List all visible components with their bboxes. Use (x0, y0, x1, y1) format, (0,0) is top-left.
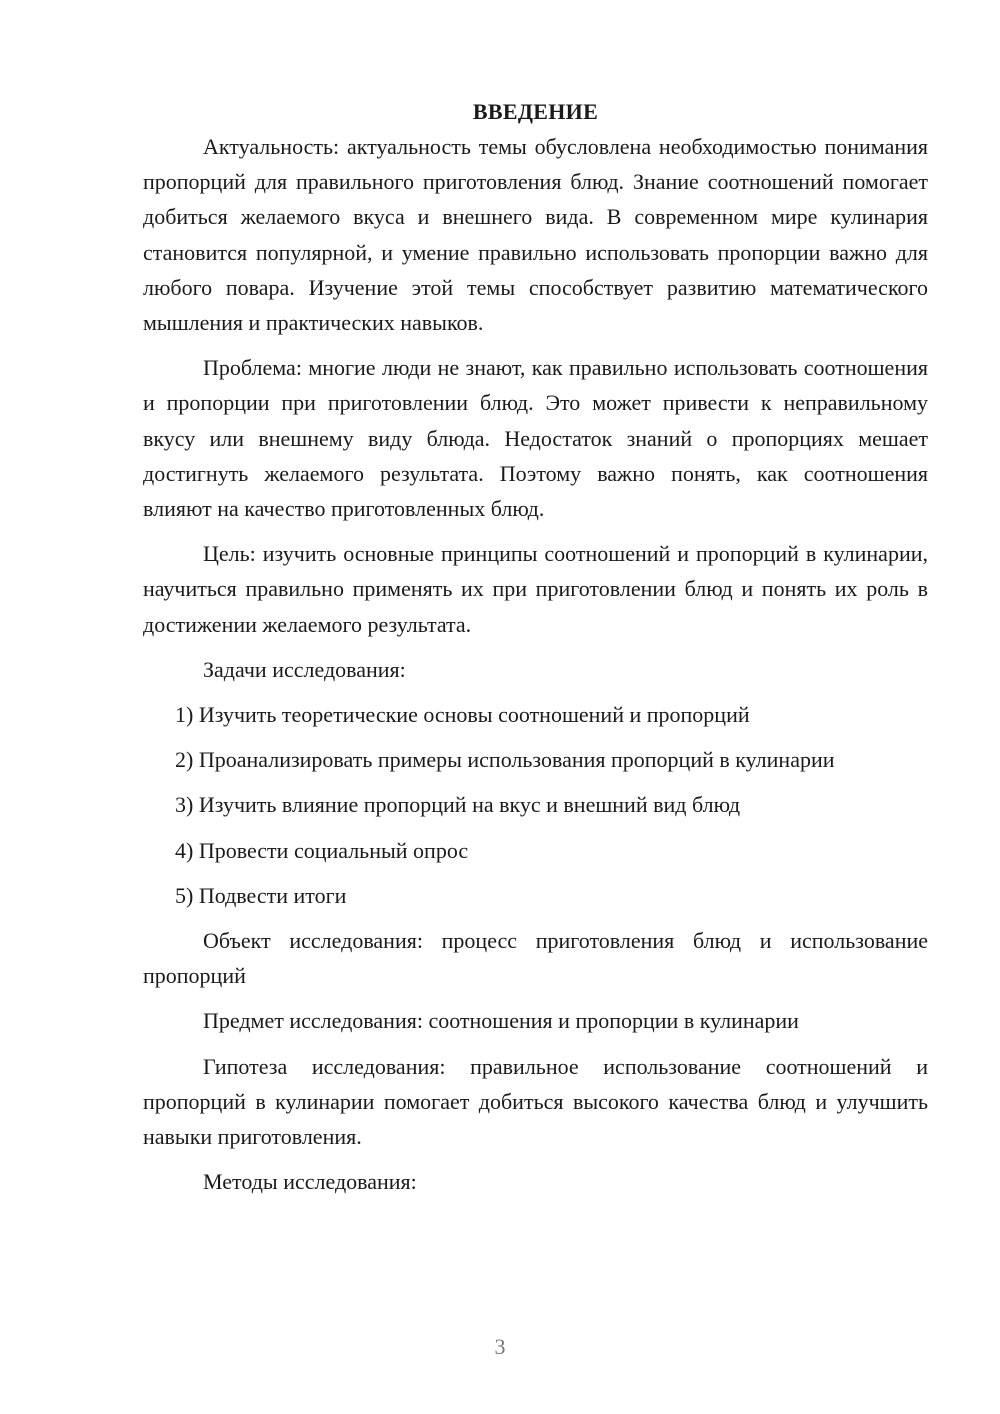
subject-paragraph: Предмет исследования: соотношения и пропорции в кулинарии (203, 1008, 799, 1034)
goal-paragraph: Цель: изучить основные принципы соотношений и пропорций в кулинарии, научиться правильно применять их при приготовлении блюд и понять их роль в достижении желаемого результата. (143, 541, 928, 637)
document-page (143, 94, 928, 1209)
task-item-1: 1) Изучить теоретические основы соотношений и пропорций (175, 702, 750, 728)
hypothesis-paragraph: Гипотеза исследования: правильное использование соотношений и пропорций в кулинарии помогает добиться высокого качества блюд и улучшить навыки приготовления. (143, 1053, 928, 1150)
task-item-2: 2) Проанализировать примеры использования пропорций в кулинарии (175, 747, 835, 773)
task-item-4: 4) Провести социальный опрос (175, 837, 469, 863)
task-item-3: 3) Изучить влияние пропорций на вкус и внешний вид блюд (175, 792, 741, 818)
object-paragraph: Объект исследования: процесс приготовления блюд и использование пропорций (143, 928, 928, 989)
tasks-heading: Задачи исследования: (203, 656, 406, 682)
page-number: 3 (494, 1334, 506, 1359)
problem-paragraph: Проблема: многие люди не знают, как правильно использовать соотношения и пропорции при приготовлении блюд. Это может привести к неправильному вкусу или внешнему виду блюда. Недостаток знаний о пропорциях мешает достигнуть желаемого результата. Поэтому важно понять, как соотношения влияют на качество приготовленных блюд. (143, 355, 928, 522)
task-item-5: 5) Подвести итоги (175, 882, 347, 908)
methods-heading: Методы исследования: (203, 1169, 417, 1195)
section-title: ВВЕДЕНИЕ (472, 99, 599, 124)
relevance-paragraph: Актуальность: актуальность темы обусловлена необходимостью понимания пропорций для правильного приготовления блюд. Знание соотношений помогает добиться желаемого вкуса и внешнего вида. В современном мире кулинария становится популярной, и умение правильно использовать пропорции важно для любого повара. Изучение этой темы способствует развитию математического мышления и практических навыков. (143, 134, 928, 336)
